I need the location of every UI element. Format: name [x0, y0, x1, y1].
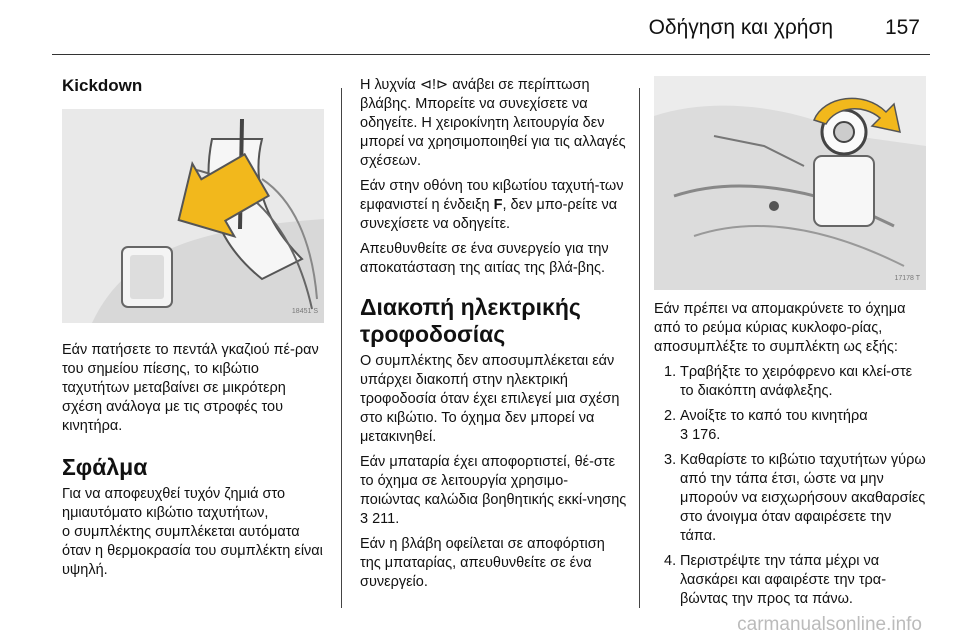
column-2 — [360, 76, 628, 598]
transmission-figure — [654, 76, 926, 290]
list-item — [654, 451, 926, 546]
workshop-text: Απευθυνθείτε σε ένα συνεργείο για την αποκατάσταση της αιτίας της βλά-βης. — [360, 241, 609, 276]
power-interruption-text: Ο συμπλέκτης δεν αποσυμπλέκεται εάν υπάρχει διακοπή στην ηλεκτρική τροφοδοσία όταν έχει επιλεγεί μια σχέση στο κιβώτιο. Το όχημα δεν μπορεί να μετακινηθεί. — [360, 353, 620, 445]
display-f-letter: F — [493, 197, 503, 213]
fault-heading: Σφάλμα — [62, 454, 148, 480]
step-text: Περιστρέψτε την τάπα μέχρι να λασκάρει και αφαιρέστε την τρα-βώντας την προς τα πάνω. — [680, 553, 887, 607]
disengage-intro: Εάν πρέπει να απομακρύνετε το όχημα από το ρεύμα κύριας κυκλοφο-ρίας, αποσυμπλέξτε το συμπλέκτη ως εξής: — [654, 301, 906, 355]
jump-start-text-a: Εάν μπαταρία έχει αποφορτιστεί, θέ-στε το όχημα σε λειτουργία χρησιμο-ποιώντας καλώδια βοηθητικής εκκί-νησης — [360, 454, 627, 508]
page-reference-link[interactable]: 3 211. — [360, 511, 400, 527]
step-text: Καθαρίστε το κιβώτιο ταχυτήτων γύρω από την τάπα έτσι, ώστε να μην μπορούν να εισχωρήσουν ακαθαρσίες στο άνοιγμα όταν αφαιρέσετε την τάπα. — [680, 452, 926, 544]
display-f-text — [360, 177, 628, 234]
pedal-illustration — [62, 109, 324, 323]
step-number: 3. — [664, 452, 677, 468]
step-text: Τραβήξτε το χειρόφρενο και κλεί-στε το διακόπτη ανάφλεξης. — [680, 364, 913, 399]
list-item — [654, 363, 926, 401]
kickdown-heading: Kickdown — [62, 76, 143, 95]
header-title: Οδήγηση και χρήση — [648, 16, 834, 39]
step-number: 2. — [664, 408, 677, 424]
display-f-text-a: Εάν στην οθόνη του κιβωτίου ταχυτή-των εμφανιστεί η ένδειξη — [360, 178, 624, 213]
column-divider-1 — [341, 88, 342, 608]
watermark: carmanualsonline.info — [737, 614, 922, 635]
header-rule — [52, 54, 930, 55]
jump-start-text — [360, 453, 628, 529]
fault-text-2: ο συμπλέκτης συμπλέκεται αυτόματα όταν η θερμοκρασία του συμπλέκτη είναι υψηλή. — [62, 524, 323, 578]
warning-lamp-text — [360, 76, 628, 171]
transmission-warning-icon: ⊲!⊳ — [419, 77, 449, 93]
warning-lamp-text-a: Η λυχνία — [360, 77, 416, 93]
step-number: 4. — [664, 553, 677, 569]
page-reference-link[interactable]: 3 176. — [680, 427, 721, 443]
column-3 — [654, 76, 926, 615]
engine-bay-illustration — [654, 76, 926, 290]
steps-list — [654, 363, 926, 609]
step-text: Ανοίξτε το καπό του κινητήρα — [680, 408, 868, 424]
page-number: 157 — [884, 16, 920, 39]
display-f-text-b: , δεν μπο-ρείτε να συνεχίσετε να οδηγείτε. — [360, 197, 618, 232]
list-item — [654, 407, 926, 445]
figure-code: 18451 S — [291, 308, 318, 315]
kickdown-text: Εάν πατήσετε το πεντάλ γκαζιού πέ-ραν του σημείου πίεσης, το κιβώτιο ταχυτήτων μεταβαίνει σε μικρότερη σχέση ανάλογα με τις στροφές του κινητήρα. — [62, 342, 319, 434]
kickdown-figure — [62, 109, 324, 323]
warning-lamp-text-b: ανάβει σε περίπτωση βλάβης. Μπορείτε να συνεχίσετε να οδηγείτε. Η χειροκίνητη λειτουργία δεν μπορεί να χρησιμοποιηθεί για τις αλλαγές σχέσεων. — [360, 77, 626, 169]
column-1 — [62, 76, 324, 586]
list-item — [654, 552, 926, 609]
figure-code-2: 17178 T — [894, 275, 920, 282]
fault-text-1: Για να αποφευχθεί τυχόν ζημιά στο ημιαυτόματο κιβώτιο ταχυτήτων, — [62, 486, 286, 521]
column-divider-2 — [639, 88, 640, 608]
battery-workshop-text: Εάν η βλάβη οφείλεται σε αποφόρτιση της μπαταρίας, απευθυνθείτε σε ένα συνεργείο. — [360, 536, 605, 590]
power-interruption-heading: Διακοπή ηλεκτρικής τροφοδοσίας — [360, 294, 581, 347]
page-header — [649, 16, 920, 40]
step-number: 1. — [664, 364, 677, 380]
